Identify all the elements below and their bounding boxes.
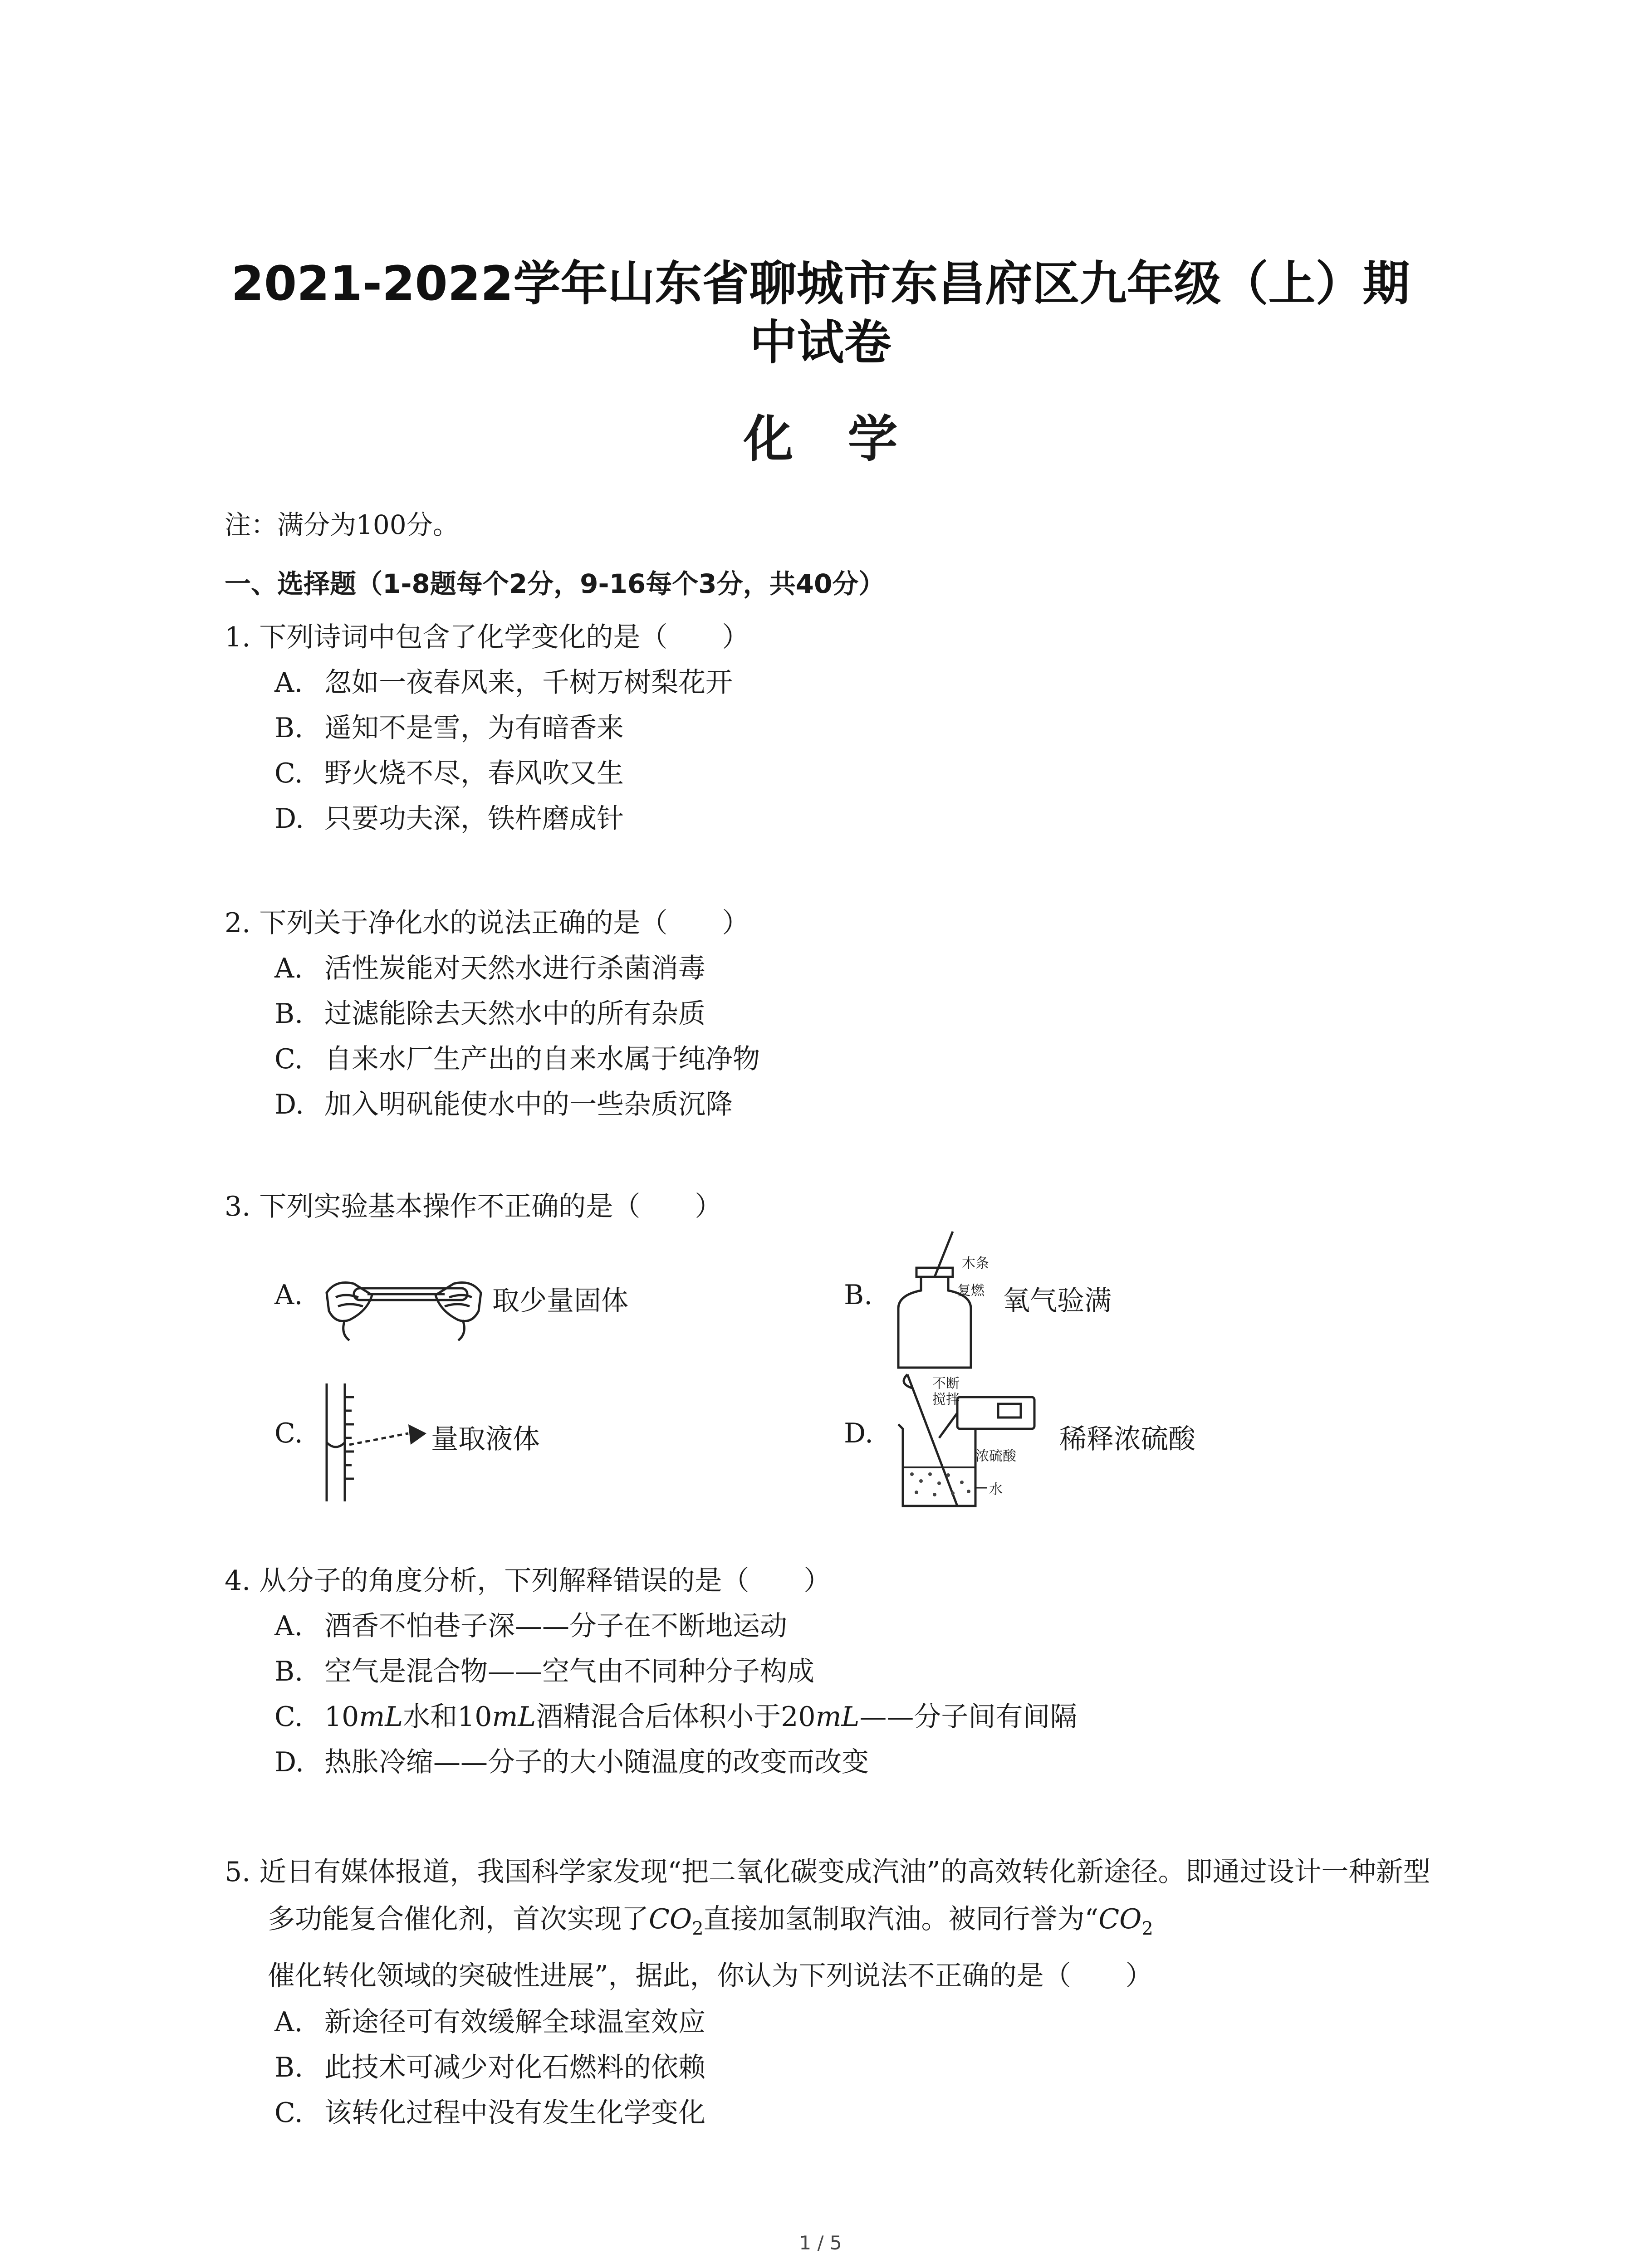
option-a: A. 新途径可有效缓解全球温室效应	[274, 2006, 705, 2038]
option-c: C. 自来水厂生产出的自来水属于纯净物	[274, 1043, 760, 1075]
option-c: C. 野火烧不尽，春风吹又生	[274, 758, 624, 789]
option-b: B. 遥知不是雪，为有暗香来	[274, 712, 624, 744]
title-line-1: 2021-2022学年山东省聊城市东昌府区九年级（上）期	[231, 256, 1410, 311]
option-b: B. 空气是混合物——空气由不同种分子构成	[274, 1656, 814, 1687]
score-note: 注：满分为100分。	[225, 509, 459, 540]
question-5	[225, 1848, 1450, 2136]
option-a: A. 酒香不怕巷子深——分子在不断地运动	[274, 1610, 787, 1642]
gas-bottle-illustration	[889, 1227, 1016, 1372]
option-d: D. 热胀冷缩——分子的大小随温度的改变而改变	[274, 1746, 869, 1778]
subject-heading: 化学	[743, 410, 952, 468]
question-1	[225, 615, 749, 841]
option-b: B. 此技术可减少对化石燃料的依赖	[274, 2052, 705, 2083]
question-stem: 2. 下列关于净化水的说法正确的是（ ）	[225, 907, 749, 939]
option-b: B. 过滤能除去天然水中的所有杂质	[274, 998, 705, 1030]
option-d: D. 只要功夫深，铁杵磨成针	[274, 803, 624, 835]
question-4	[225, 1558, 1077, 1785]
question-2	[225, 900, 760, 1127]
page-number: 1 / 5	[799, 2232, 842, 2254]
question-3	[225, 1184, 722, 1229]
option-d: D. 加入明矾能使水中的一些杂质沉降	[274, 1089, 733, 1120]
title-line-2: 中试卷	[749, 315, 892, 370]
graduated-cylinder-illustration	[318, 1379, 436, 1506]
option-a: A. 忽如一夜春风来，千树万树梨花开	[274, 667, 733, 699]
beaker-dilution-illustration	[889, 1370, 1062, 1515]
option-c: C. 10mL水和10mL酒精混合后体积小于20mL——分子间有间隔	[274, 1701, 1078, 1733]
question-stem: 3. 下列实验基本操作不正确的是（ ）	[225, 1191, 722, 1222]
test-tube-hands-illustration	[318, 1252, 490, 1343]
option-a: A. 活性炭能对天然水进行杀菌消毒	[274, 953, 705, 984]
question-stem: 5. 近日有媒体报道，我国科学家发现“把二氧化碳变成汽油”的高效转化新途径。即通过设计一种新型多功能复合催化剂，首次实现了$CO_2$直接加氢制取汽油。被同行誉为“$CO_2$ 催化转化领域的突破性进展”，据此，你认为下列说法不正确的是（ ）	[225, 1856, 1430, 1992]
option-c: C. 该转化过程中没有发生化学变化	[274, 2097, 705, 2129]
section-heading: 一、选择题（1-8题每个2分，9-16每个3分，共40分）	[225, 568, 885, 599]
document-title	[0, 254, 1641, 372]
question-stem: 4. 从分子的角度分析，下列解释错误的是（ ）	[225, 1565, 831, 1597]
question-stem: 1. 下列诗词中包含了化学变化的是（ ）	[225, 621, 749, 653]
